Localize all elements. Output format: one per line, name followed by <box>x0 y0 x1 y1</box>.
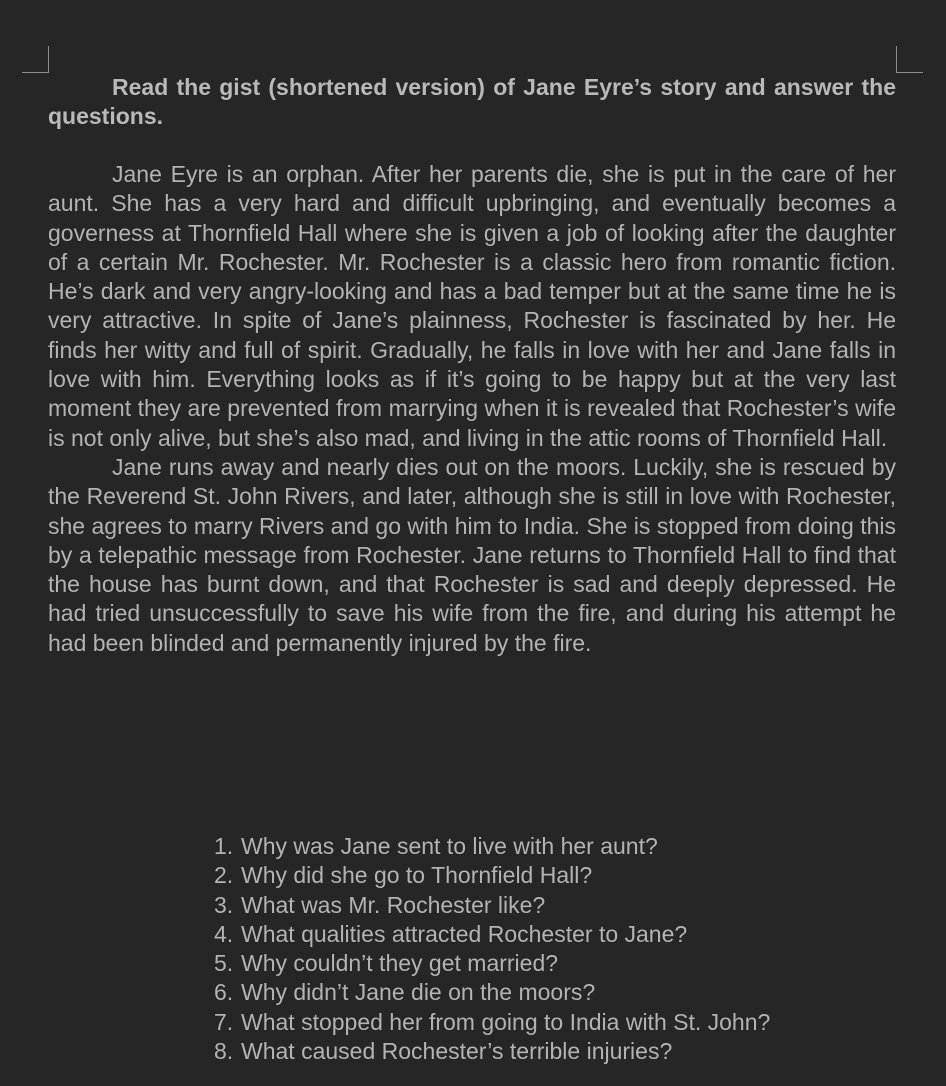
right-margin-corner-mark <box>896 46 923 73</box>
story-text <box>48 160 896 658</box>
question-text: Why did she go to Thornfield Hall? <box>241 862 593 889</box>
question-text: What was Mr. Rochester like? <box>241 891 546 918</box>
question-item <box>214 891 770 920</box>
question-text: Why didn’t Jane die on the moors? <box>241 979 596 1006</box>
questions-list <box>214 832 770 1066</box>
question-text: Why was Jane sent to live with her aunt? <box>241 833 658 859</box>
question-number: 4. <box>214 920 234 947</box>
question-number: 8. <box>214 1038 234 1065</box>
question-text: Why couldn’t they get married? <box>241 950 559 977</box>
story-paragraph-2: Jane runs away and nearly dies out on the moors. Luckily, she is rescued by the Reverend St. John Rivers, and later, although she is still in love with Rochester, she agrees to marry Rivers and go with him to India. She is stopped from doing this by a telepathic message from Rochester. Jane returns to Thornfield Hall to find that the house has burnt down, and that Rochester is sad and deeply depressed. He had tried unsuccessfully to save his wife from the fire, and during his attempt he had been blinded and permanently injured by the fire. <box>48 453 896 656</box>
story-paragraph-1: Jane Eyre is an orphan. After her parents die, she is put in the care of her aunt. She has a very hard and difficult upbringing, and eventually becomes a governess at Thornfield Hall where she is given a job of looking after the daughter of a certain Mr. Rochester. Mr. Rochester is a classic hero from romantic fiction. He’s dark and very angry-looking and has a bad temper but at the same time he is very attractive. In spite of Jane’s plainness, Rochester is fascinated by her. He finds her witty and full of spirit. Gradually, he falls in love with her and Jane falls in love with him. Everything looks as if it’s going to be happy but at the very last moment they are prevented from marrying when it is revealed that Rochester’s wife is not only alive, but she’s also mad, and living in the attic rooms of Thornfield Hall. <box>48 161 896 451</box>
question-number: 5. <box>214 950 234 977</box>
question-item <box>214 861 770 890</box>
question-item <box>214 1008 770 1037</box>
question-number: 2. <box>214 862 234 889</box>
question-text: What caused Rochester’s terrible injuries? <box>241 1038 673 1065</box>
left-margin-corner-mark <box>22 46 49 73</box>
question-item <box>214 978 770 1007</box>
question-number: 6. <box>214 979 234 1006</box>
question-item <box>214 832 770 861</box>
question-number: 7. <box>214 1008 234 1035</box>
question-text: What stopped her from going to India with St. John? <box>241 1008 771 1035</box>
question-number: 1. <box>214 833 234 859</box>
question-item <box>214 920 770 949</box>
instruction-heading: Read the gist (shortened version) of Jane Eyre’s story and answer the questions. <box>48 74 896 130</box>
question-text: What qualities attracted Rochester to Jane? <box>241 920 688 947</box>
question-item <box>214 1037 770 1066</box>
question-item <box>214 949 770 978</box>
question-number: 3. <box>214 891 234 918</box>
